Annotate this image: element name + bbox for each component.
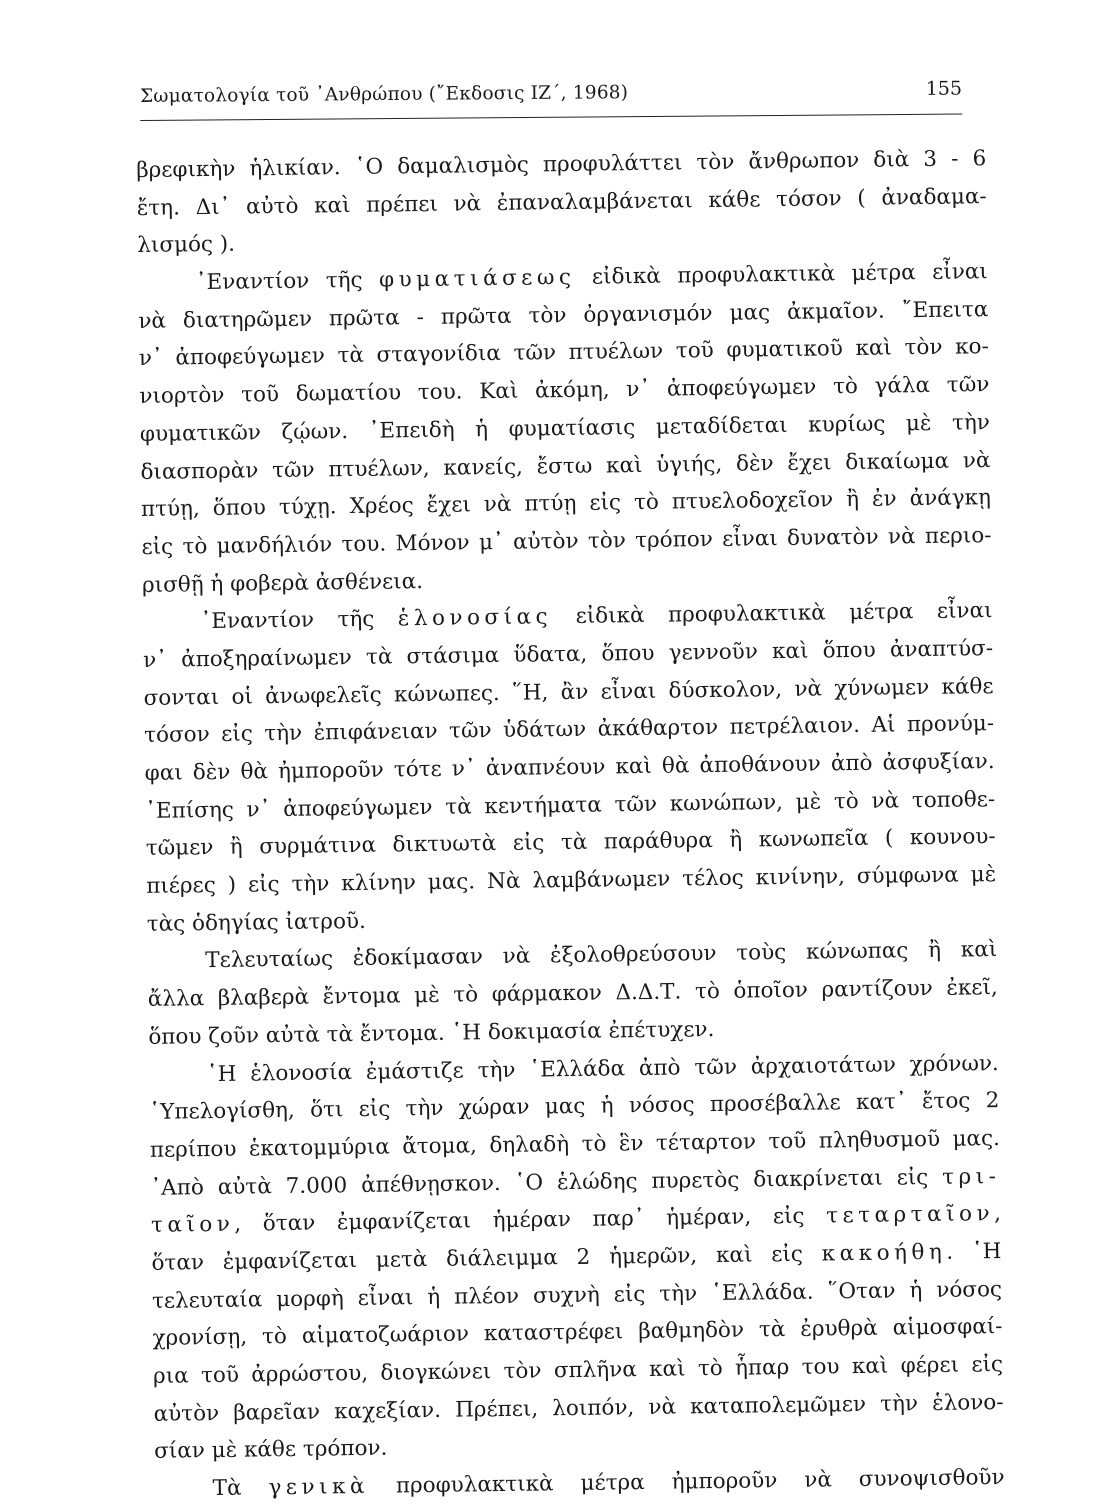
text-line: ᾿Επίσης ν᾿ ἀποφεύγωμεν τὰ κεντήματα τῶν κωνώπων, μὲ τὸ νὰ τοποθε- xyxy=(145,786,996,824)
text-line: περίπου ἑκατομμύρια ἄτομα, δηλαδὴ τὸ ἓν τέταρτον τοῦ πληθυσμοῦ μας. xyxy=(149,1125,1001,1163)
paragraph-history-start: ῾Η ἑλονοσία ἐμάστιζε τὴν ῾Ελλάδα ἀπὸ τῶν ἀρχαιοτάτων χρόνων. xyxy=(206,1050,999,1087)
text-line: βρεφικὴν ἡλικίαν. ῾Ο δαμαλισμὸς προφυλάττει τὸν ἄνθρωπον διὰ 3 - 6 xyxy=(136,146,987,183)
text-line: ρια τοῦ ἀρρώστου, διογκώνει τὸν σπλῆνα καὶ τὸ ἧπαρ του καὶ φέρει εἰς xyxy=(152,1352,1004,1389)
text-line: λισμός ). xyxy=(137,232,236,259)
text-line: ᾿Απὸ αὐτὰ 7.000 ἀπέθνῃσκον. ῾Ο ἑλώδης πυρετὸς διακρίνεται εἰς τρι- xyxy=(150,1163,1001,1201)
text-line: σονται οἱ ἀνωφελεῖς κώνωπες. ῞Η, ἂν εἶναι δύσκολον, νὰ χύνωμεν κάθε xyxy=(143,673,994,711)
paragraph-malaria-start: ᾿Εναντίον τῆς ἑλονοσίας εἰδικὰ προφυλακτικὰ μέτρα εἶναι xyxy=(200,598,993,635)
text-line: νιορτὸν τοῦ δωματίου του. Καὶ ἀκόμη, ν᾿ ἀποφεύγωμεν τὸ γάλα τῶν xyxy=(139,372,990,410)
body-text xyxy=(136,140,1005,1508)
text-line: διασπορὰν τῶν πτυέλων, κανείς, ἔστω καὶ ὑγιής, δὲν ἔχει δικαίωμα νὰ xyxy=(140,447,991,485)
spaced-term: ταῖον xyxy=(150,1211,235,1239)
text-line: ὅπου ζοῦν αὐτὰ τὰ ἔντομα. ῾Η δοκιμασία ἐπέτυχεν. xyxy=(148,1016,715,1050)
spaced-term: ἑλονοσίας xyxy=(397,604,553,632)
text-line: ῾Υπελογίσθη, ὅτι εἰς τὴν χώραν μας ἡ νόσος προσέβαλλε κατ᾿ ἔτος 2 xyxy=(149,1088,1000,1126)
text-line: τὰς ὁδηγίας ἰατροῦ. xyxy=(146,908,367,937)
paragraph-general-measures-start: Τὰ γενικὰ προφυλακτικὰ μέτρα ἠμποροῦν νὰ συνοψισθοῦν xyxy=(212,1465,1005,1502)
page-number: 155 xyxy=(925,77,963,100)
paragraph-ddt-start: Τελευταίως ἐδοκίμασαν νὰ ἐξολοθρεύσουν τοὺς κώνωπας ἢ καὶ xyxy=(205,937,998,974)
spaced-term: τρι- xyxy=(941,1163,1001,1190)
text-line: εἰς τὸ μανδήλιόν του. Μόνον μ᾿ αὐτὸν τὸν τρόπον εἶναι δυνατὸν νὰ περιο- xyxy=(141,522,992,560)
text-line: ἄλλα βλαβερὰ ἔντομα μὲ τὸ φάρμακον Δ.Δ.Τ. τὸ ὁποῖον ραντίζουν ἐκεῖ, xyxy=(147,975,998,1013)
text-line: σίαν μὲ κάθε τρόπον. xyxy=(153,1435,388,1465)
text-line: νὰ διατηρῶμεν πρῶτα - πρῶτα τὸν ὀργανισμόν μας ἀκμαῖον. ῎Επειτα xyxy=(138,296,989,334)
text-line: φαι δὲν θὰ ἠμποροῦν τότε ν᾿ ἀναπνέουν καὶ θὰ ἀποθάνουν ἀπὸ ἀσφυξίαν. xyxy=(144,749,995,786)
text-line: τῶμεν ἢ συρμάτινα δικτυωτὰ εἰς τὰ παράθυρα ἢ κωνωπεῖα ( κουνου- xyxy=(145,824,996,862)
spaced-term: τεταρταῖον xyxy=(825,1201,995,1229)
text-line: πτύῃ, ὅπου τύχῃ. Χρέος ἔχει νὰ πτύῃ εἰς τὸ πτυελοδοχεῖον ἢ ἐν ἀνάγκῃ xyxy=(140,485,992,523)
spaced-term: γενικὰ xyxy=(268,1473,370,1501)
running-title: Σωματολογία τοῦ ᾿Ανθρώπου (῎Εκδοσις ΙΖ΄, 1968) xyxy=(140,82,629,107)
text-line: αὐτὸν βαρεῖαν καχεξίαν. Πρέπει, λοιπόν, νὰ καταπολεμῶμεν τὴν ἑλονο- xyxy=(153,1389,1004,1427)
spaced-term: κακοήθη xyxy=(821,1239,947,1267)
page-header xyxy=(140,77,963,121)
text-line: ὅταν ἐμφανίζεται μετὰ διάλειμμα 2 ἡμερῶν, καὶ εἰς κακοήθη. ῾Η xyxy=(151,1238,1002,1276)
text-line: χρονίσῃ, τὸ αἱματοζωάριον καταστρέφει βαθμηδὸν τὰ ἐρυθρὰ αἱμοσφαί- xyxy=(152,1314,1003,1352)
spaced-term: φυματιάσεως xyxy=(378,264,576,293)
text-line: ν᾿ ἀποξηραίνωμεν τὰ στάσιμα ὕδατα, ὅπου γεννοῦν καὶ ὅπου ἀναπτύσ- xyxy=(142,636,994,673)
text-line: τελευταία μορφὴ εἶναι ἡ πλέον συχνὴ εἰς τὴν ῾Ελλάδα. ῞Οταν ἡ νόσος xyxy=(151,1276,1003,1314)
text-line: ν᾿ ἀποφεύγωμεν τὰ σταγονίδια τῶν πτυέλων τοῦ φυματικοῦ καὶ τὸν κο- xyxy=(138,334,989,372)
text-line: τόσον εἰς τὴν ἐπιφάνειαν τῶν ὑδάτων ἀκάθαρτον πετρέλαιον. Αἱ προνύμ- xyxy=(143,711,995,749)
text-line: ρισθῇ ἡ φοβερὰ ἀσθένεια. xyxy=(141,568,424,598)
text-line: ἔτη. Δι᾿ αὐτὸ καὶ πρέπει νὰ ἐπαναλαμβάνεται κάθε τόσον ( ἀναδαμα- xyxy=(136,183,987,221)
paragraph-tuberculosis-start: ᾿Εναντίον τῆς φυματιάσεως εἰδικὰ προφυλακτικὰ μέτρα εἶναι xyxy=(195,259,988,296)
text-line: πιέρες ) εἰς τὴν κλίνην μας. Νὰ λαμβάνωμεν τέλος κινίνην, σύμφωνα μὲ xyxy=(146,862,997,899)
text-line: φυματικῶν ζῴων. ᾿Επειδὴ ἡ φυματίασις μεταδίδεται κυρίως μὲ τὴν xyxy=(139,409,991,447)
text-line: ταῖον, ὅταν ἐμφανίζεται ἡμέραν παρ᾿ ἡμέραν, εἰς τεταρταῖον, xyxy=(150,1201,1002,1239)
